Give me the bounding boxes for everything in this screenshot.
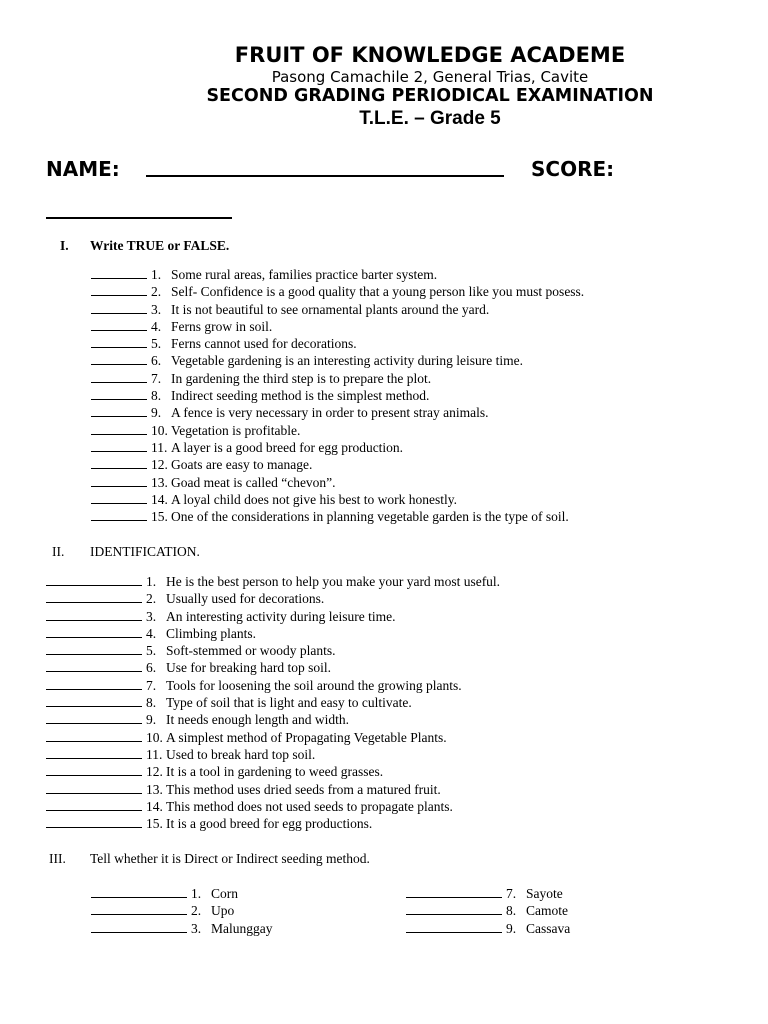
question-number: 5. [151,336,162,352]
section-3-left-items [91,885,273,937]
answer-blank[interactable] [91,387,147,400]
question-text: Use for breaking hard top soil. [166,660,331,676]
question-number: 9. [506,920,517,936]
answer-blank[interactable] [406,902,502,915]
question-number: 3. [146,608,157,624]
score-label: SCORE: [531,157,615,181]
question-item [406,902,570,919]
question-item [91,902,273,919]
answer-blank[interactable] [91,422,147,435]
question-item [46,677,500,694]
question-number: 9. [146,712,157,728]
section-2-items [46,573,500,832]
question-text: Usually used for decorations. [166,591,325,607]
question-number: 11. [146,746,163,762]
answer-blank[interactable] [46,694,142,707]
question-number: 1. [191,886,202,901]
question-item [91,439,584,456]
question-text: In gardening the third step is to prepare the plot. [171,370,432,386]
question-number: 7. [146,677,157,693]
subject-title: T.L.E. – Grade 5 [359,108,501,129]
question-text: An interesting activity during leisure time. [166,608,396,624]
question-text: Some rural areas, families practice barter system. [171,267,438,282]
question-item [91,456,584,473]
question-number: 15. [146,816,163,832]
question-text: Soft-stemmed or woody plants. [166,643,336,659]
name-blank[interactable] [146,175,504,177]
question-item [46,746,500,763]
answer-blank[interactable] [46,729,142,742]
question-number: 2. [146,591,157,607]
question-text: It is a good breed for egg productions. [166,816,373,832]
question-item [46,590,500,607]
question-item [46,625,500,642]
question-item [91,301,584,318]
question-text: Climbing plants. [166,625,257,641]
answer-blank[interactable] [91,370,147,383]
question-number: 3. [151,301,162,317]
question-number: 8. [506,903,517,919]
question-number: 3. [191,920,202,936]
section-2-title: IDENTIFICATION. [90,544,200,559]
question-number: 7. [506,886,517,901]
question-number: 15. [151,509,168,525]
answer-blank[interactable] [46,573,142,586]
question-text: Upo [211,903,235,919]
question-text: Ferns grow in soil. [171,318,273,334]
question-text: He is the best person to help you make your yard most useful. [166,574,501,589]
question-item [91,474,584,491]
question-text: It is not beautiful to see ornamental plants around the yard. [171,301,490,317]
question-item [91,387,584,404]
question-item [46,659,500,676]
question-item [46,711,500,728]
answer-blank[interactable] [91,491,147,504]
question-text: One of the considerations in planning vegetable garden is the type of soil. [171,509,569,525]
question-text: This method uses dried seeds from a matured fruit. [166,781,441,797]
question-text: Camote [526,903,568,919]
answer-blank[interactable] [91,266,147,279]
question-text: Vegetable gardening is an interesting activity during leisure time. [171,353,524,369]
question-text: Indirect seeding method is the simplest method. [171,388,430,404]
question-number: 2. [151,284,162,300]
question-number: 13. [146,781,163,797]
section-1-items [91,266,584,525]
score-blank[interactable] [46,217,232,219]
answer-blank[interactable] [46,815,142,828]
question-item [406,885,570,902]
question-text: Used to break hard top soil. [166,746,316,762]
question-item [46,729,500,746]
question-item [46,573,500,590]
question-text: A simplest method of Propagating Vegetable Plants. [166,729,447,745]
question-item [406,920,570,937]
exam-title: SECOND GRADING PERIODICAL EXAMINATION [206,86,654,106]
question-number: 1. [151,267,162,282]
answer-blank[interactable] [91,352,147,365]
answer-blank[interactable] [91,456,147,469]
question-text: A loyal child does not give his best to work honestly. [171,491,457,507]
answer-blank[interactable] [91,902,187,915]
question-number: 9. [151,405,162,421]
question-number: 2. [191,903,202,919]
question-text: It needs enough length and width. [166,712,349,728]
answer-blank[interactable] [91,474,147,487]
question-item [91,404,584,421]
question-number: 6. [146,660,157,676]
answer-blank[interactable] [46,608,142,621]
section-1-numeral: I. [60,238,69,253]
question-number: 6. [151,353,162,369]
question-item [91,920,273,937]
question-number: 11. [151,439,168,455]
question-item [91,491,584,508]
answer-blank[interactable] [91,920,187,933]
section-3-right-items [406,885,570,937]
question-item [46,694,500,711]
answer-blank[interactable] [91,301,147,314]
question-item [91,422,584,439]
question-number: 14. [146,798,163,814]
answer-blank[interactable] [91,318,147,331]
answer-blank[interactable] [46,659,142,672]
question-item [91,266,584,283]
question-item [91,508,584,525]
question-number: 10. [146,729,163,745]
question-text: Goats are easy to manage. [171,457,313,473]
question-text: A layer is a good breed for egg production. [171,439,404,455]
answer-blank[interactable] [46,711,142,724]
answer-blank[interactable] [46,677,142,690]
question-number: 4. [146,625,157,641]
question-number: 12. [151,457,168,473]
question-item [91,885,273,902]
question-number: 4. [151,318,162,334]
question-item [91,335,584,352]
question-text: Type of soil that is light and easy to cultivate. [166,695,412,711]
question-item [46,763,500,780]
question-number: 7. [151,370,162,386]
question-number: 12. [146,764,163,780]
answer-blank[interactable] [91,335,147,348]
question-text: This method does not used seeds to propagate plants. [166,798,453,814]
question-item [91,370,584,387]
answer-blank[interactable] [406,920,502,933]
school-address: Pasong Camachile 2, General Trias, Cavite [271,68,589,86]
question-item [46,781,500,798]
question-text: It is a tool in gardening to weed grasses. [166,764,384,780]
question-item [91,318,584,335]
answer-blank[interactable] [91,885,187,898]
answer-blank[interactable] [91,404,147,417]
question-text: Goad meat is called “chevon”. [171,474,336,490]
question-text: Cassava [526,920,571,936]
question-item [91,283,584,300]
section-3-title: Tell whether it is Direct or Indirect seeding method. [90,851,370,866]
question-text: Self- Confidence is a good quality that a young person like you must posess. [171,284,585,300]
question-text: Malunggay [211,920,273,936]
question-text: Ferns cannot used for decorations. [171,336,357,352]
question-item [46,815,500,832]
answer-blank[interactable] [91,439,147,452]
answer-blank[interactable] [46,625,142,638]
question-item [46,642,500,659]
question-text: Tools for loosening the soil around the growing plants. [166,677,462,693]
question-text: A fence is very necessary in order to present stray animals. [171,405,489,421]
question-number: 13. [151,474,168,490]
question-text: Sayote [526,886,563,901]
answer-blank[interactable] [91,283,147,296]
answer-blank[interactable] [46,746,142,759]
answer-blank[interactable] [91,508,147,521]
question-number: 5. [146,643,157,659]
answer-blank[interactable] [406,885,502,898]
answer-blank[interactable] [46,763,142,776]
school-name: FRUIT OF KNOWLEDGE ACADEME [234,43,626,67]
answer-blank[interactable] [46,590,142,603]
answer-blank[interactable] [46,798,142,811]
section-2-numeral: II. [52,544,65,559]
answer-blank[interactable] [46,642,142,655]
question-number: 8. [151,388,162,404]
name-label: NAME: [46,157,120,181]
question-item [46,798,500,815]
section-1-title: Write TRUE or FALSE. [90,238,230,253]
question-number: 10. [151,422,168,438]
question-text: Corn [211,886,238,901]
question-item [91,352,584,369]
question-number: 14. [151,491,168,507]
question-item [46,608,500,625]
question-number: 8. [146,695,157,711]
question-text: Vegetation is profitable. [171,422,301,438]
question-number: 1. [146,574,157,589]
answer-blank[interactable] [46,781,142,794]
section-3-numeral: III. [49,851,66,866]
